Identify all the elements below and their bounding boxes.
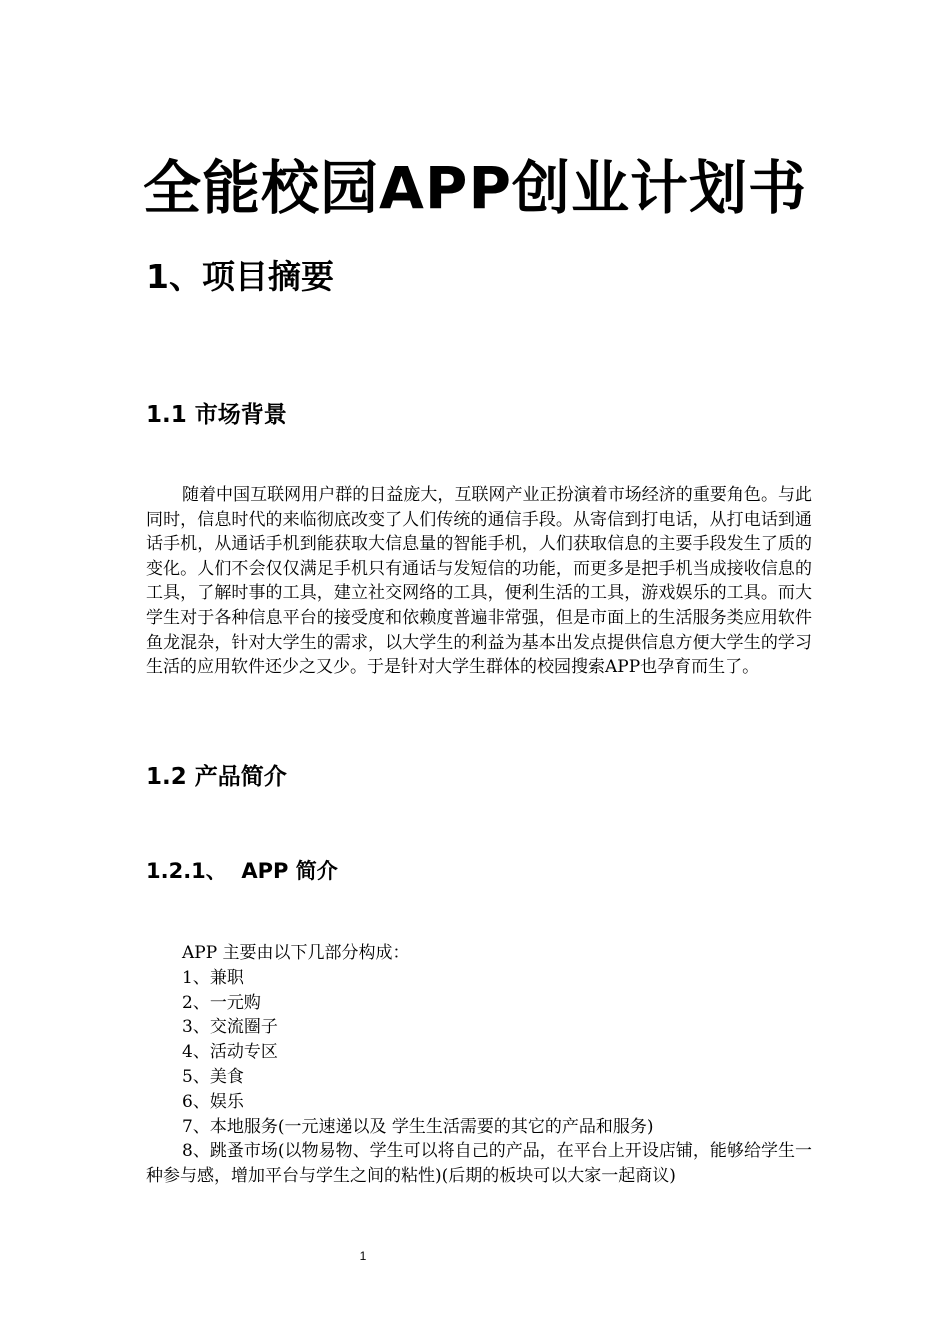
market-background-paragraph: 随着中国互联网用户群的日益庞大，互联网产业正扮演着市场经济的重要角色。与此同时，信息时代的来临彻底改变了人们传统的通信手段。从寄信到打电话，从打电话到通话手机，从通话手机到能获取大信息量的智能手机，人们获取信息的主要手段发生了质的变化。人们不会仅仅满足手机只有通话与发短信的功能，而更多是把手机当成接收信息的工具，了解时事的工具，建立社交网络的工具，便利生活的工具，游戏娱乐的工具。而大学生对于各种信息平台的接受度和依赖度普遍非常强，但是市面上的生活服务类应用软件鱼龙混杂，针对大学生的需求，以大学生的利益为基本出发点提供信息方便大学生的学习生活的应用软件还少之又少。于是针对大学生群体的校园搜索APP也孕育而生了。 <box>146 485 812 678</box>
app-components-list <box>146 941 812 1189</box>
list-item: 2、一元购 <box>182 992 261 1013</box>
section-heading-app-intro: 1.2.1、 APP 简介 <box>146 859 338 883</box>
page-number: 1 <box>359 1249 367 1263</box>
list-item: 7、本地服务(一元速递以及 学生生活需要的其它的产品和服务) <box>182 1116 654 1137</box>
list-item: 3、交流圈子 <box>182 1017 278 1038</box>
section-heading-project-summary: 1、项目摘要 <box>146 257 334 296</box>
list-item: 8、跳蚤市场(以物易物、学生可以将自己的产品，在平台上开设店铺，能够给学生一种参与感，增加平台与学生之间的粘性)(后期的板块可以大家一起商议) <box>146 1141 812 1187</box>
document-title: 全能校园APP创业计划书 <box>143 154 807 222</box>
list-item: 1、兼职 <box>182 967 244 988</box>
section-heading-product-intro: 1.2 产品简介 <box>146 764 287 790</box>
list-item: 6、娱乐 <box>182 1091 244 1112</box>
list-item: 5、美食 <box>182 1066 244 1087</box>
list-intro: APP 主要由以下几部分构成： <box>182 943 410 963</box>
section-heading-market-background: 1.1 市场背景 <box>146 402 287 428</box>
list-item: 4、活动专区 <box>182 1042 278 1063</box>
